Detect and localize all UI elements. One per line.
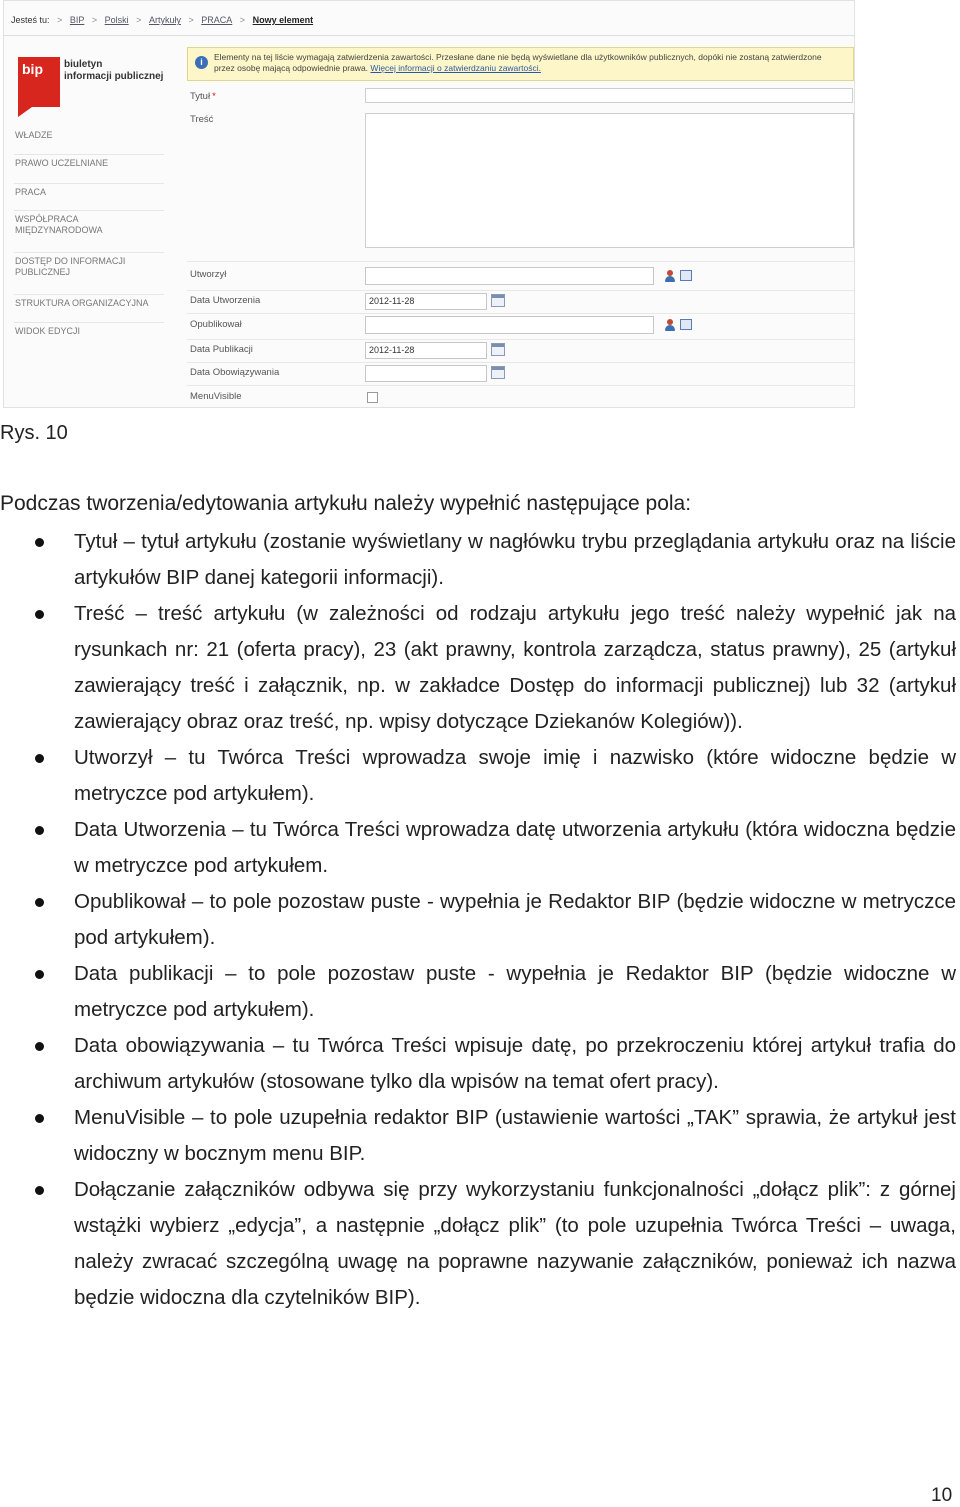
- list-item: Tytuł – tytuł artykułu (zostanie wyświetlany w nagłówku trybu przeglądania artykułu oraz na liście artykułów BIP danej kategorii informacji).: [0, 524, 956, 596]
- row-divider: [187, 362, 855, 363]
- screenshot-figure: [3, 0, 855, 408]
- row-divider: [187, 290, 855, 291]
- publish-date-input[interactable]: 2012-11-28: [365, 342, 487, 359]
- row-divider: [187, 385, 855, 386]
- sidebar-item-prawo-uczelniane[interactable]: PRAWO UCZELNIANE: [14, 155, 164, 184]
- title-input[interactable]: [365, 88, 853, 103]
- alert-line2: przez osobę mającą odpowiednie prawa.: [214, 63, 369, 73]
- required-mark: *: [212, 91, 216, 102]
- list-item: Data Utworzenia – tu Twórca Treści wprowadza datę utworzenia artykułu (która widoczna będzie w metryczce pod artykułem.: [0, 812, 956, 884]
- browse-people-icon[interactable]: [680, 270, 692, 281]
- approval-alert: [187, 47, 854, 81]
- check-names-icon[interactable]: [665, 270, 675, 282]
- content-editor[interactable]: [365, 113, 854, 248]
- bip-logo-mark-text: bip: [22, 61, 43, 77]
- valid-date-label: Data Obowiązywania: [190, 367, 280, 378]
- alert-more-info-link[interactable]: Więcej informacji o zatwierdzaniu zawartości.: [370, 63, 541, 73]
- sidebar-item-wladze[interactable]: WŁADZE: [14, 127, 164, 155]
- published-by-input[interactable]: [365, 316, 654, 334]
- valid-date-input[interactable]: [365, 365, 487, 382]
- calendar-icon[interactable]: [491, 343, 505, 356]
- row-divider: [187, 261, 855, 262]
- browse-people-icon[interactable]: [680, 319, 692, 330]
- calendar-icon[interactable]: [491, 366, 505, 379]
- breadcrumb-link-polski[interactable]: Polski: [104, 15, 129, 25]
- list-item: Opublikował – to pole pozostaw puste - wypełnia je Redaktor BIP (będzie widoczne w metryczce pod artykułem).: [0, 884, 956, 956]
- figure-caption: Rys. 10: [0, 422, 68, 444]
- published-by-label: Opublikował: [190, 319, 242, 330]
- bip-logo-mark: [18, 57, 60, 107]
- sidebar-item-dostep-do-informacji[interactable]: DOSTĘP DO INFORMACJI PUBLICZNEJ: [14, 253, 164, 295]
- alert-line1: Elementy na tej liście wymagają zatwierdzenia zawartości. Przesłane dane nie będą wyświetlane dla użytkowników publicznych, dopóki nie zostaną zatwierdzone: [214, 52, 822, 62]
- sidebar-item-widok-edycji[interactable]: WIDOK EDYCJI: [15, 326, 81, 336]
- field-description-list: [0, 524, 960, 1316]
- list-item: Treść – treść artykułu (w zależności od rodzaju artykułu jego treść należy wypełnić jak na rysunkach nr: 21 (oferta pracy), 23 (akt prawny, kontrola zarządcza, status prawny), 25 (artykuł zawierający treść i załącznik, np. w zakładce Dostęp do informacji publicznej) lub 32 (artykuł zawierający obraz oraz treść, np. wpisy dotyczące Dziekanów Kolegiów)).: [0, 596, 956, 740]
- page-number: 10: [931, 1485, 953, 1506]
- created-date-label: Data Utworzenia: [190, 295, 261, 306]
- calendar-icon[interactable]: [491, 294, 505, 307]
- bip-logo-line2: informacji publicznej: [64, 71, 164, 82]
- row-divider: [187, 339, 855, 340]
- list-item: MenuVisible – to pole uzupełnia redaktor BIP (ustawienie wartości „TAK” sprawia, że artykuł jest widoczny w bocznym menu BIP.: [0, 1100, 956, 1172]
- bip-logo-line1: biuletyn: [64, 59, 103, 70]
- breadcrumb: Jesteś tu: > BIP > Polski > Artykuły > PRACA > Nowy element: [11, 15, 314, 25]
- breadcrumb-current: Nowy element: [252, 15, 314, 25]
- row-divider: [187, 313, 855, 314]
- title-label: Tytuł *: [190, 91, 216, 102]
- sidebar-item-praca[interactable]: PRACA: [14, 184, 164, 211]
- created-date-input[interactable]: 2012-11-28: [365, 293, 487, 310]
- sidebar-item-wspolpraca[interactable]: WSPÓŁPRACA MIĘDZYNARODOWA: [14, 211, 164, 253]
- publish-date-label: Data Publikacji: [190, 344, 253, 355]
- intro-paragraph: Podczas tworzenia/edytowania artykułu należy wypełnić następujące pola:: [0, 492, 692, 515]
- created-by-label: Utworzył: [190, 269, 227, 280]
- created-by-input[interactable]: [365, 267, 654, 285]
- breadcrumb-link-artykuly[interactable]: Artykuły: [148, 15, 181, 25]
- breadcrumb-link-praca[interactable]: PRACA: [201, 15, 233, 25]
- breadcrumb-divider: [4, 35, 855, 36]
- check-names-icon[interactable]: [665, 319, 675, 331]
- list-item: Data publikacji – to pole pozostaw puste - wypełnia je Redaktor BIP (będzie widoczne w metryczce pod artykułem).: [0, 956, 956, 1028]
- sidebar-item-struktura[interactable]: STRUKTURA ORGANIZACYJNA: [14, 295, 164, 323]
- list-item: Utworzył – tu Twórca Treści wprowadza swoje imię i nazwisko (które widoczne będzie w metryczce pod artykułem).: [0, 740, 956, 812]
- menu-visible-label: MenuVisible: [190, 391, 242, 402]
- list-item: Data obowiązywania – tu Twórca Treści wpisuje datę, po przekroczeniu której artykuł trafia do archiwum artykułów (stosowane tylko dla wpisów na temat ofert pracy).: [0, 1028, 956, 1100]
- breadcrumb-link-bip[interactable]: BIP: [69, 15, 85, 25]
- info-icon: i: [195, 56, 208, 69]
- menu-visible-checkbox[interactable]: [367, 392, 378, 403]
- breadcrumb-label: Jesteś tu:: [11, 15, 50, 25]
- sidebar-nav: [14, 127, 164, 351]
- content-label: Treść: [190, 114, 214, 125]
- bip-logo-text: [64, 59, 163, 83]
- list-item: Dołączanie załączników odbywa się przy wykorzystaniu funkcjonalności „dołącz plik”: z górnej wstążki wybierz „edycja”, a następnie „dołącz plik” (to pole uzupełnia Twórca Treści – uwaga, należy zwracać szczególną uwagę na poprawne nazywanie załączników, ponieważ ich nazwa będzie widoczna dla czytelników BIP).: [0, 1172, 956, 1316]
- bip-logo[interactable]: [16, 57, 181, 113]
